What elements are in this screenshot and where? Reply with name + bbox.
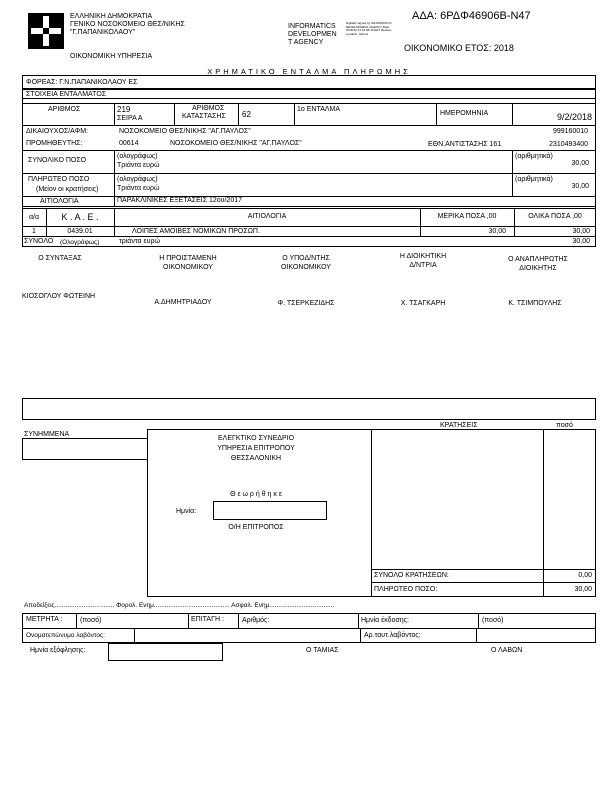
number-label: ΑΡΙΘΜΟΣ [48, 106, 81, 113]
sig-role-3: Ο ΥΠΟΔ/ΝΤΗΣ [282, 255, 330, 262]
audit-line-1: ΕΛΕΓΚΤΙΚΟ ΣΥΝΕΔΡΙΟ [217, 435, 295, 442]
sig-role-3b: ΟΙΚΟΝΟΜΙΚΟΥ [281, 264, 331, 271]
audit-line-3: ΘΕΣΣΑΛΟΝΙΚΗ [230, 455, 282, 462]
supplier-label: ΠΡΟΜΗΘΕΥΤΗΣ: [26, 140, 83, 147]
deductions-total-label: ΣΥΝΟΛΟ ΚΡΑΤΗΣΕΩΝ: [374, 572, 449, 579]
paid-date-label: Ημνία εξόφλησης: [30, 647, 86, 654]
payable-total: 30,00 [574, 586, 592, 593]
section-label: ΣΤΟΙΧΕΙΑ ΕΝΤΑΛΜΑΤΟΣ [26, 91, 107, 98]
register-label-2: ΚΑΤΑΣΤΑΣΗΣ [182, 113, 226, 120]
sig-role-4: Η ΔΙΟΙΚΗΤΙΚΗ [399, 253, 447, 260]
total-numeric-label: (αριθμητικά) [515, 153, 553, 160]
order-date: 9/2/2018 [556, 112, 592, 122]
cash-amount-field[interactable]: (ποσό) [80, 617, 102, 624]
total-amount-label: ΣΥΝΟΛΙΚΟ ΠΟΣΟ [28, 157, 87, 164]
sig-role-1: Ο ΣΥΝΤΑΞΑΣ [38, 255, 82, 262]
register-number: 62 [242, 110, 251, 119]
org-line-1: ΕΛΛΗΝΙΚΗ ΔΗΜΟΚΡΑΤΙΑ [70, 13, 153, 20]
fiscal-year: ΟΙΚΟΝΟΜΙΚΟ ΕΤΟΣ: 2018 [404, 43, 514, 53]
issue-date-field[interactable]: Ημνία έκδοσης: [361, 617, 409, 624]
total-amount: 30,00 [571, 160, 589, 167]
foreas: ΦΟΡΕΑΣ: Γ.Ν.ΠΑΠΑΝΙΚΟΛΑΟΥ ΕΣ [26, 79, 138, 86]
row-desc: ΛΟΙΠΕΣ ΑΜΟΙΒΕΣ ΝΟΜΙΚΩΝ ΠΡΟΣΩΠ. [132, 228, 260, 235]
reason-text: ΠΑΡΑΚΛΙΝΙΚΕΣ ΕΞΕΤΑΣΕΙΣ 12ου/2017 [117, 197, 242, 204]
deductions-amount-label: ποσό [556, 422, 573, 429]
sig-role-2: Η ΠΡΟΙΣΤΑΜΕΝΗ [159, 255, 217, 262]
sig-name-1: ΚΙΟΣΟΓΛΟΥ ΦΩΤΕΙΝΗ [22, 293, 96, 300]
beneficiary-name: ΝΟΣΟΚΟΜΕΙΟ ΘΕΣ/ΝΙΚΗΣ "ΑΓ.ΠΑΥΛΟΣ" [119, 128, 251, 135]
receiver-label: Ο ΛΑΒΩΝ [491, 647, 523, 654]
row-aa: 1 [32, 228, 36, 235]
supplier-address: ΕΘΝ.ΑΝΤΙΣΤΑΣΗΣ 161 [428, 141, 502, 148]
attachments-box [22, 438, 148, 460]
beneficiary-label: ΔΙΚΑΙΟΥΧΟΣ/ΑΦΜ: [26, 128, 89, 135]
beneficiary-afm: 999160010 [552, 128, 588, 135]
sig-name-4: Χ. ΤΣΑΓΚΑΡΗ [400, 300, 446, 307]
reason-label: ΑΙΤΙΟΛΟΓΙΑ [40, 198, 79, 205]
audit-date-field[interactable] [213, 501, 327, 520]
audit-commissioner: Ο/Η ΕΠΙΤΡΟΠΟΣ [228, 524, 284, 531]
payable-amount-label: ΠΛΗΡΩΤΕΟ ΠΟΣΟ [28, 176, 90, 183]
col-total: ΟΛΙΚΑ ΠΟΣΑ ,00 [528, 213, 582, 220]
sig-name-5: Κ. ΤΣΙΜΠΟΥΛΗΣ [508, 300, 562, 307]
receiver-name-field[interactable]: Ονοματεπώνυμο λαβόντος: [26, 632, 105, 639]
total-words: Τριάντα ευρώ [117, 162, 160, 169]
agency-line-2: DEVELOPMEN [288, 31, 337, 38]
cashier-label: Ο ΤΑΜΙΑΣ [306, 647, 339, 654]
payable-amount: 30,00 [571, 183, 589, 190]
paid-date-field[interactable] [108, 643, 223, 661]
audit-approved: Θ ε ω ρ ή θ η κ ε [230, 491, 282, 498]
payable-sub-label: (Μείον οι κρατήσεις) [36, 186, 99, 193]
sig-role-2b: ΟΙΚΟΝΟΜΙΚΟΥ [163, 264, 213, 271]
order-number: 219 [117, 105, 131, 114]
agency-line-1: INFORMATICS [288, 23, 336, 30]
sig-role-4b: Δ/ΝΤΡΙΑ [409, 262, 437, 269]
greek-emblem-logo [28, 13, 64, 49]
org-line-3: "Γ.ΠΑΠΑΝΙΚΟΛΑΟΥ" [70, 29, 136, 36]
warrant-type: 1ο ΕΝΤΑΛΜΑ [297, 106, 341, 113]
document-title: ΧΡΗΜΑΤΙΚΟ ΕΝΤΑΛΜΑ ΠΛΗΡΩΜΗΣ [207, 67, 411, 76]
order-series: ΣΕΙΡΑ Α [117, 115, 143, 122]
ada-code: ΑΔΑ: 6ΡΔΦ46906Β-Ν47 [412, 10, 531, 22]
cash-label: ΜΕΤΡΗΤΑ : [26, 616, 63, 623]
row-partial: 30,00 [488, 228, 506, 235]
attachments-label: ΣΥΝΗΜΜΕΝΑ [24, 431, 70, 438]
sum-value: 30,00 [572, 238, 590, 245]
payable-words: Τριάντα ευρώ [117, 185, 160, 192]
total-words-label: (ολογράφως) [117, 153, 158, 160]
payable-total-label: ΠΛΗΡΩΤΕΟ ΠΟΣΟ: [374, 586, 438, 593]
audit-date-label: Ημνία: [176, 508, 197, 515]
sum-words-label: (Ολογράφως) [60, 239, 100, 246]
service-name: ΟΙΚΟΝΟΜΙΚΗ ΥΠΗΡΕΣΙΑ [70, 53, 153, 60]
payable-numeric-label: (αριθμητικά) [515, 176, 553, 183]
sig-role-5b: ΔΙΟΙΚΗΤΗΣ [519, 265, 557, 272]
sum-words: τριάντα ευρώ [119, 238, 160, 245]
cheque-label: ΕΠΙΤΑΓΗ : [191, 616, 224, 623]
payable-words-label: (ολογράφως) [117, 176, 158, 183]
sig-role-5: Ο ΑΝΑΠΛΗΡΩΤΗΣ [508, 256, 568, 263]
sig-name-2: Α.ΔΗΜΗΤΡΙΑΔΟΥ [154, 299, 212, 306]
col-reason: ΑΙΤΙΟΛΟΓΙΑ [247, 213, 287, 220]
cheque-number-field[interactable]: Αριθμός: [242, 617, 270, 624]
deductions-total: 0,00 [578, 572, 592, 579]
audit-line-2: ΥΠΗΡΕΣΙΑ ΕΠΙΤΡΟΠΟΥ [217, 445, 295, 452]
deductions-label: ΚΡΑΤΗΣΕΙΣ [440, 422, 478, 429]
digital-signature-stamp: Digitally signed by INFORMATICS DEVELOPMENT AGENCY Date: 2018.02.13 10:08:16 EET Reason: Location: Athens [346, 22, 393, 36]
proofs-line: Αποδείξεις................................. Φορολ. Ενημ.......................................... Ασφαλ. Ενημ.................................... [24, 602, 335, 609]
cheque-amount-field[interactable]: (ποσό) [482, 617, 504, 624]
org-line-2: ΓΕΝΙΚΟ ΝΟΣΟΚΟΜΕΙΟ ΘΕΣ/ΝΙΚΗΣ [70, 21, 185, 28]
register-label-1: ΑΡΙΘΜΟΣ [192, 105, 225, 112]
supplier-phone: 2310493400 [549, 141, 588, 148]
supplier-code: 00614 [119, 140, 139, 147]
receiver-id-field[interactable]: Αρ.ταυτ.λαβόντος: [364, 632, 421, 639]
row-kae: 0439.01 [67, 228, 93, 235]
notes-box [22, 398, 596, 420]
agency-line-3: T AGENCY [288, 39, 324, 46]
row-total: 30,00 [572, 228, 590, 235]
supplier-name: ΝΟΣΟΚΟΜΕΙΟ ΘΕΣ/ΝΙΚΗΣ "ΑΓ.ΠΑΥΛΟΣ" [170, 140, 302, 147]
col-partial: ΜΕΡΙΚΑ ΠΟΣΑ ,00 [437, 213, 497, 220]
sum-label: ΣΥΝΟΛΟ [24, 238, 54, 245]
date-label: ΗΜΕΡΟΜΗΝΙΑ [440, 110, 489, 117]
col-kae: Κ . Α . Ε . [61, 212, 99, 222]
sig-name-3: Φ. ΤΣΕΡΚΕΖΙΔΗΣ [277, 300, 335, 307]
col-aa: α/α [28, 214, 40, 221]
